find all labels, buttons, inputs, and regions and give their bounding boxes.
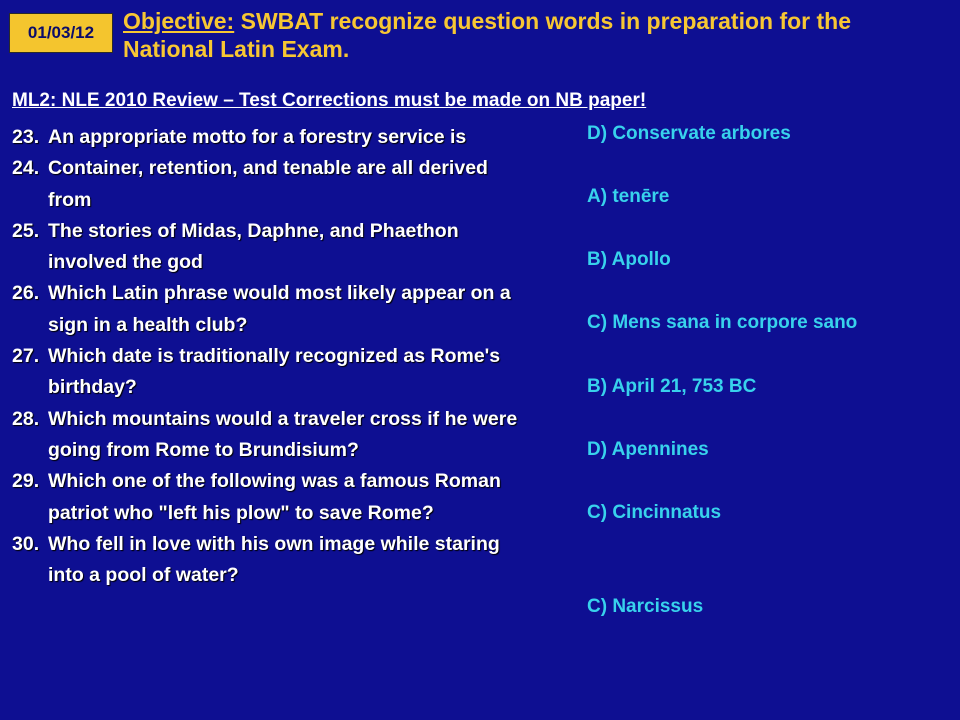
question-number: 23.	[12, 126, 40, 148]
question-text: Which Latin phrase would most likely appear on a sign in a health club?	[48, 282, 511, 336]
answer-column	[587, 0, 947, 720]
objective-text: SWBAT recognize question words in preparation for the National Latin Exam.	[123, 8, 851, 62]
question-text: Container, retention, and tenable are all derived from	[48, 157, 488, 211]
answer-item: D) Conservate arbores	[587, 123, 791, 144]
question-item	[12, 529, 532, 592]
question-item	[12, 466, 532, 529]
question-item	[12, 404, 532, 467]
answer-item: B) April 21, 753 BC	[587, 376, 757, 397]
question-text: Which date is traditionally recognized as Rome's birthday?	[48, 345, 501, 399]
question-item	[12, 216, 532, 279]
question-item	[12, 278, 532, 341]
question-number: 24.	[12, 157, 40, 180]
date-badge	[9, 13, 113, 53]
answer-item: C) Mens sana in corpore sano	[587, 312, 858, 333]
answer-item: D) Apennines	[587, 439, 709, 460]
answer-item: A) tenēre	[587, 186, 670, 207]
question-item	[12, 122, 532, 153]
question-number: 28.	[12, 407, 40, 430]
review-subtitle: ML2: NLE 2010 Review – Test Corrections must be made on NB paper!	[12, 90, 647, 111]
question-text: An appropriate motto for a forestry service is	[48, 126, 467, 148]
question-text: Which mountains would a traveler cross if he were going from Rome to Brundisium?	[48, 407, 518, 461]
date-text: 01/03/12	[27, 23, 95, 42]
question-text: Who fell in love with his own image while staring into a pool of water?	[48, 532, 500, 587]
question-item	[12, 153, 532, 216]
question-text: The stories of Midas, Daphne, and Phaethon involved the god	[48, 219, 459, 274]
question-item	[12, 341, 532, 404]
answer-item: C) Narcissus	[587, 596, 704, 617]
objective-label: Objective:	[123, 8, 235, 34]
answer-item: C) Cincinnatus	[587, 502, 722, 523]
question-text: Which one of the following was a famous Roman patriot who "left his plow" to save Rome?	[48, 470, 501, 524]
question-number: 30.	[12, 532, 40, 555]
question-number: 29.	[12, 470, 40, 493]
question-number: 25.	[12, 219, 40, 242]
answer-item: B) Apollo	[587, 249, 671, 270]
question-list	[12, 122, 532, 591]
question-number: 26.	[12, 282, 40, 305]
question-number: 27.	[12, 345, 40, 368]
